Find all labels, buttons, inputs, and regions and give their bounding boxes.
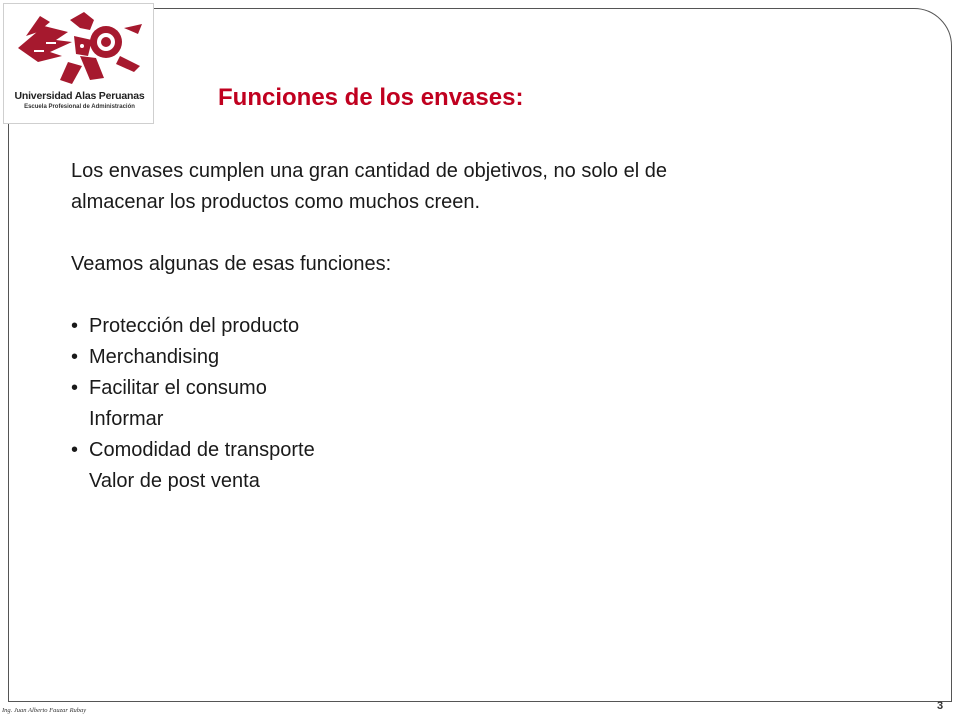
list-item-continuation: Informar <box>89 408 164 430</box>
list-item-continuation: Valor de post venta <box>89 470 260 492</box>
list-item <box>71 373 891 435</box>
intro-line-1: Los envases cumplen una gran cantidad de objetivos, no solo el de <box>71 160 667 182</box>
spacer <box>71 280 891 311</box>
list-item <box>71 342 891 373</box>
list-item-text: Comodidad de transporte <box>89 439 315 461</box>
winged-figure-emblem-icon <box>10 6 150 90</box>
list-item <box>71 311 891 342</box>
university-name: Universidad Alas Peruanas <box>14 90 145 102</box>
school-name: Escuela Profesional de Administración <box>24 104 135 110</box>
author-credit: Ing. Juan Alberto Fauzar Rubay <box>2 707 87 714</box>
bullet-icon: • <box>71 315 79 337</box>
list-item-text: Protección del producto <box>89 315 300 337</box>
bullet-icon: • <box>71 377 79 399</box>
bullet-icon: • <box>71 346 79 368</box>
list-item-text: Facilitar el consumo <box>89 377 267 399</box>
page-number: 3 <box>937 700 944 712</box>
intro-line-2: almacenar los productos como muchos creen. <box>71 191 481 213</box>
list-item <box>71 435 891 497</box>
spacer <box>71 218 891 249</box>
functions-list <box>71 311 891 497</box>
list-item-text: Merchandising <box>89 346 220 368</box>
slide-body <box>71 156 891 497</box>
slide-title: Funciones de los envases: <box>218 84 524 111</box>
university-logo <box>3 3 154 124</box>
lead-text: Veamos algunas de esas funciones: <box>71 253 392 275</box>
bullet-icon: • <box>71 439 79 461</box>
